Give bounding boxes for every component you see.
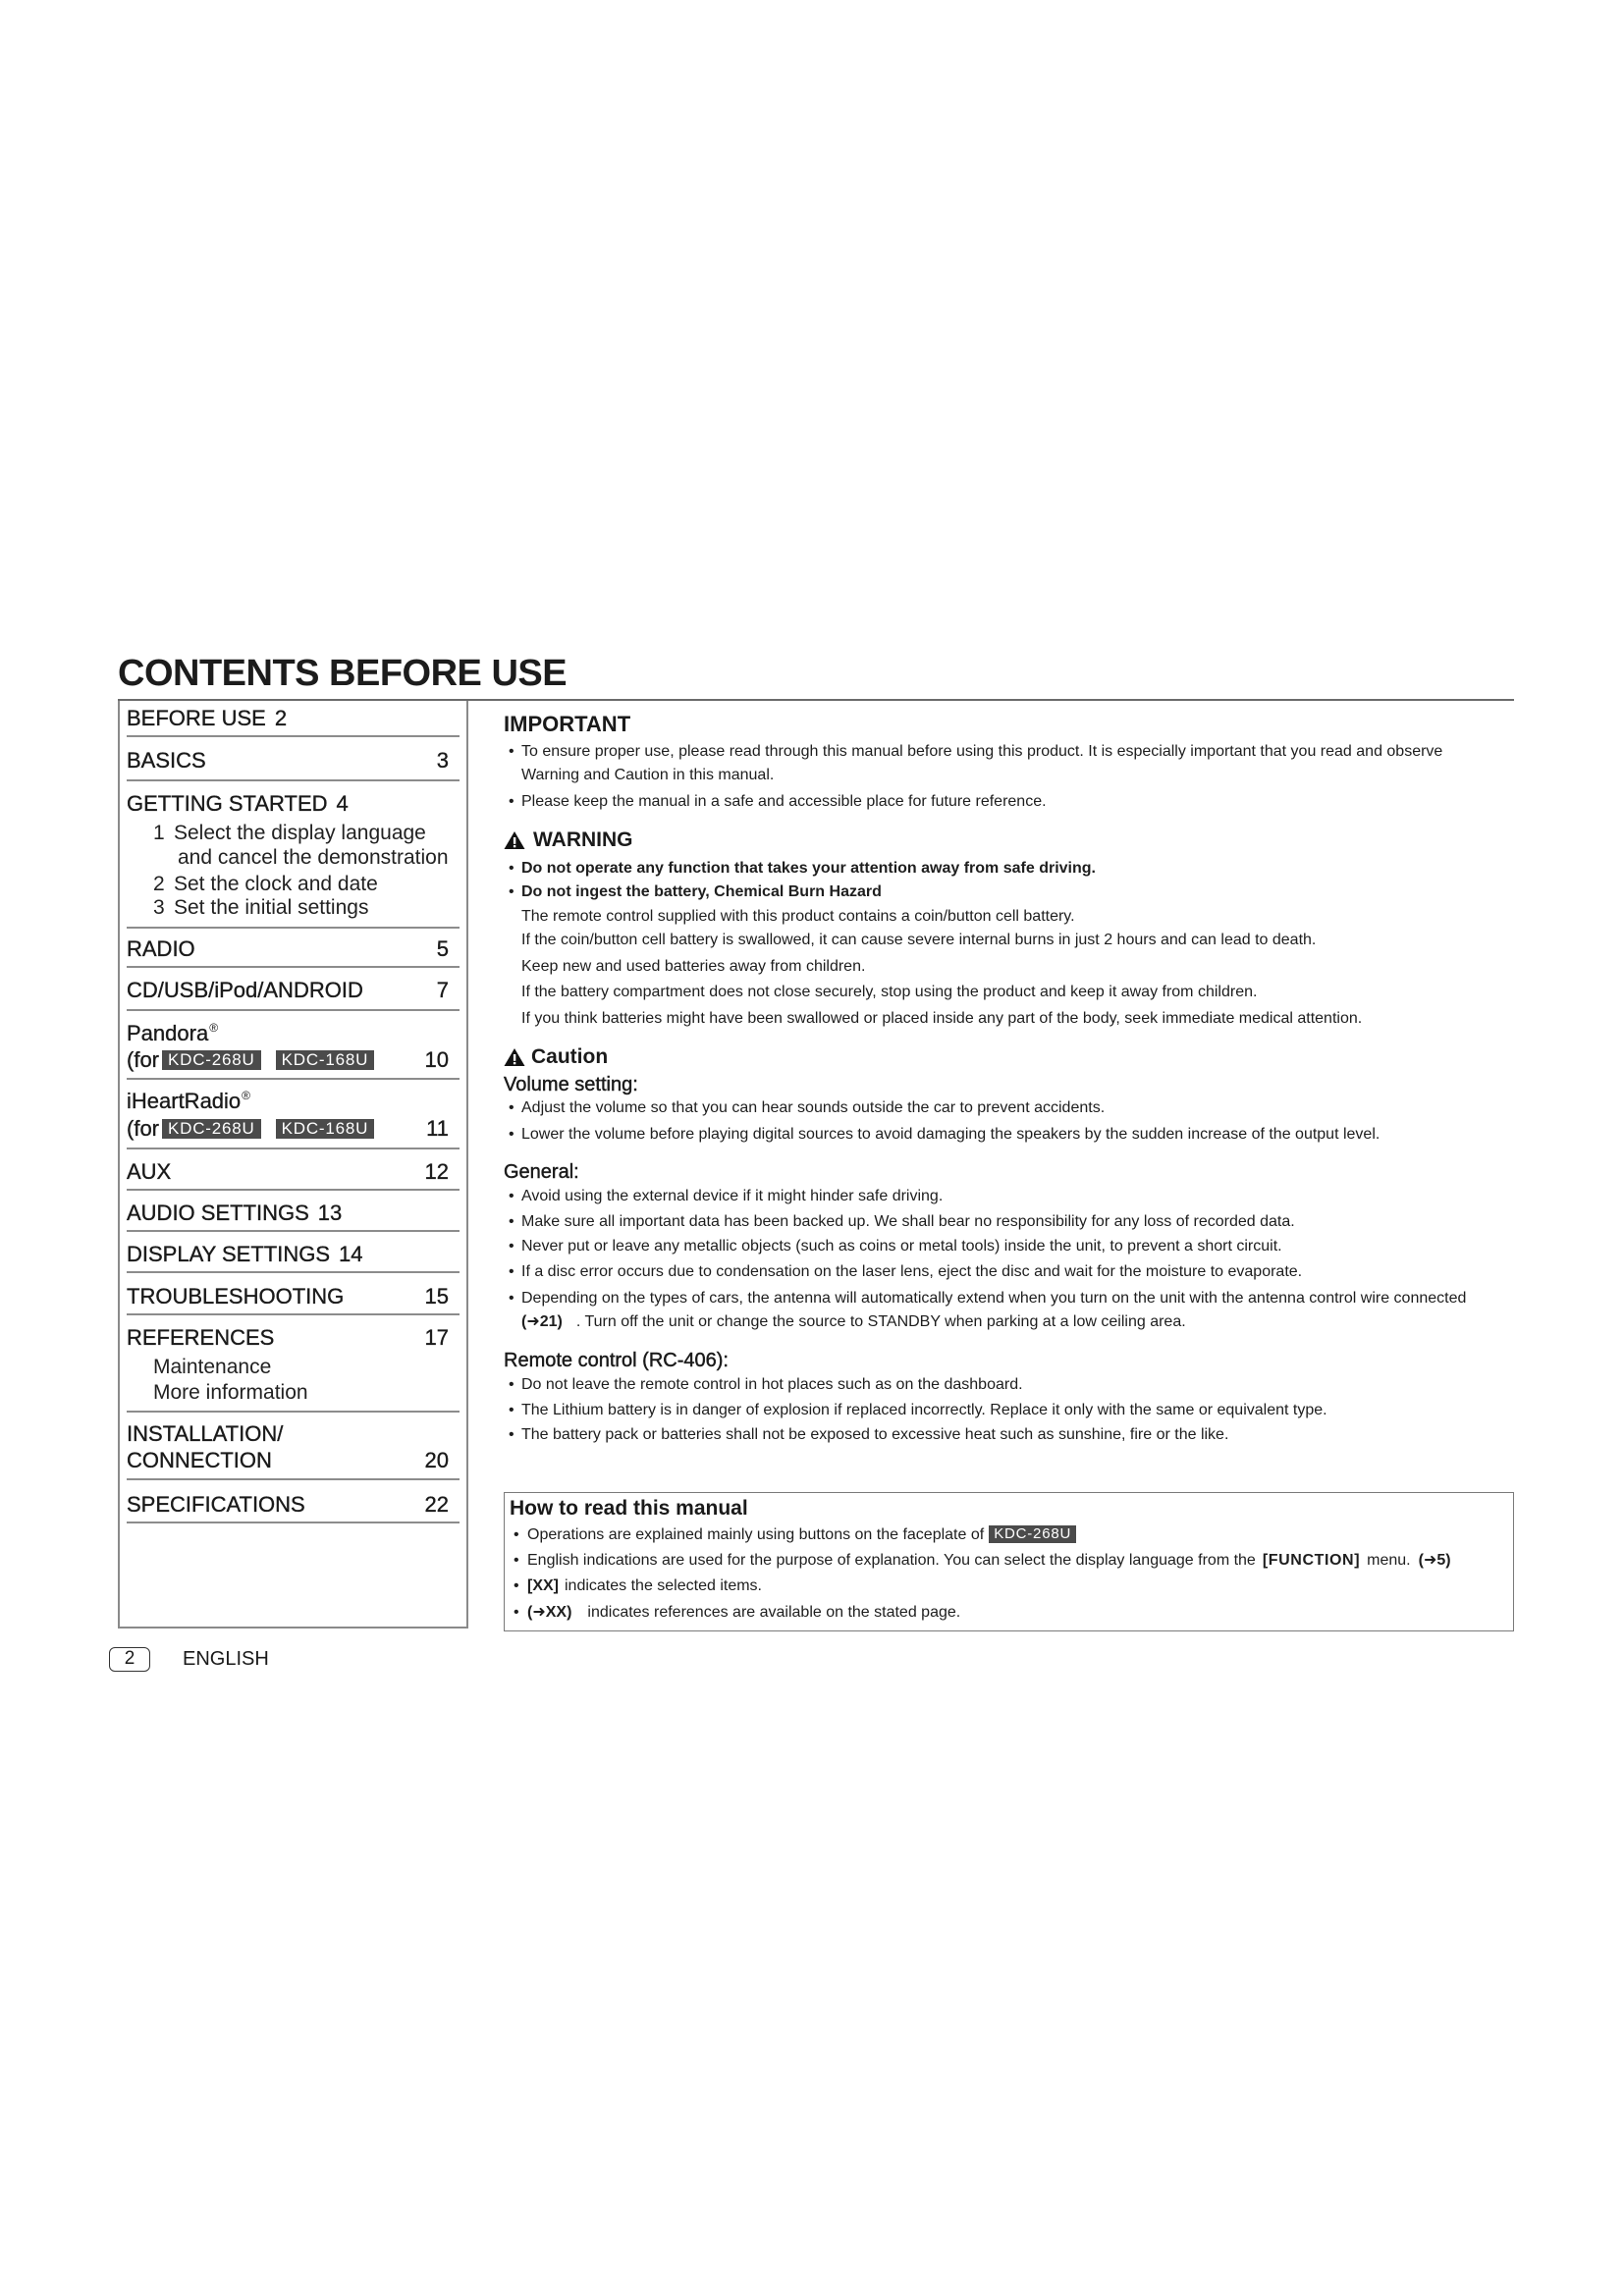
how-to-read-box	[504, 1492, 1514, 1631]
volume-setting-heading: Volume setting:	[504, 1074, 638, 1095]
caution-bullet: • Lower the volume before playing digital sources to avoid damaging the speakers by the sudden increase of the output level.	[521, 1122, 1380, 1148]
warning-detail: If you think batteries might have been swallowed or placed inside any part of the body, seek immediate medical attention.	[521, 1010, 1363, 1027]
toc-divider	[127, 1522, 460, 1523]
toc-step-number: 2	[153, 873, 165, 895]
toc-item-connection: CONNECTION	[127, 1448, 272, 1472]
important-bullet-continued: Warning and Caution in this manual.	[521, 767, 775, 783]
toc-step-label: Set the initial settings	[174, 896, 369, 919]
toc-page: 13	[317, 1201, 343, 1225]
important-heading: IMPORTANT	[504, 712, 631, 736]
toc-page: 11	[426, 1116, 449, 1141]
toc-label: GETTING STARTED	[127, 791, 328, 816]
toc-item-references: REFERENCES	[127, 1325, 275, 1350]
caution-bullet: • Make sure all important data has been backed up. We shall bear no responsibility for any loss of recorded data.	[521, 1209, 1295, 1235]
toc-step-number: 1	[153, 822, 165, 844]
toc-item-installation: INSTALLATION/	[127, 1421, 284, 1446]
important-bullet: • Please keep the manual in a safe and accessible place for future reference.	[521, 789, 1047, 815]
warning-bullet: • Do not ingest the battery, Chemical Burn Hazard	[521, 880, 882, 905]
toc-page: 5	[436, 936, 449, 961]
toc-item-pandora	[127, 1021, 218, 1046]
toc-divider	[127, 1148, 460, 1149]
toc-divider	[127, 1271, 460, 1273]
important-bullet: • To ensure proper use, please read through this manual before using this product. It is especially important that you read and observe	[521, 739, 1442, 765]
toc-item-before-use	[127, 706, 287, 731]
caution-bullet: • Never put or leave any metallic objects (such as coins or metal tools) inside the unit, to prevent a short circuit.	[521, 1234, 1282, 1259]
caution-bullet: • The Lithium battery is in danger of explosion if replaced incorrectly. Replace it only with the same or equivalent type.	[521, 1398, 1327, 1423]
page-reference: (➜XX)	[527, 1604, 572, 1621]
warning-detail: If the coin/button cell battery is swallowed, it can cause severe internal burns in just 2 hours and can lead to death.	[521, 932, 1317, 948]
toc-label: BEFORE USE	[127, 706, 266, 730]
registered-mark: ®	[209, 1021, 219, 1035]
how-to-read-text: indicates references are available on the stated page.	[587, 1604, 961, 1621]
general-heading: General:	[504, 1161, 579, 1183]
toc-divider	[127, 1009, 460, 1011]
caution-icon	[504, 1047, 525, 1067]
toc-label: Pandora	[127, 1021, 209, 1045]
toc-page: 14	[339, 1242, 363, 1266]
toc-step-label: Select the display language	[174, 822, 426, 844]
warning-bullet: • Do not operate any function that takes your attention away from safe driving.	[521, 856, 1096, 881]
page-number: 2	[109, 1647, 150, 1672]
toc-page: 3	[436, 748, 449, 773]
how-to-read-bullet	[527, 1574, 762, 1599]
toc-divider	[127, 1478, 460, 1480]
function-key-label: [FUNCTION]	[1262, 1552, 1361, 1569]
how-to-read-text: English indications are used for the purpose of explanation. You can select the display language from the	[527, 1552, 1256, 1569]
model-badge: KDC-268U	[162, 1119, 261, 1139]
selected-item-key: [XX]	[527, 1577, 559, 1594]
toc-item-getting-started	[127, 791, 349, 817]
toc-label: AUDIO SETTINGS	[127, 1201, 309, 1225]
how-to-read-bullet	[527, 1548, 1451, 1574]
toc-item-specifications: SPECIFICATIONS	[127, 1492, 305, 1517]
warning-detail: The remote control supplied with this product contains a coin/button cell battery.	[521, 908, 1075, 925]
warning-heading: WARNING	[533, 828, 633, 851]
toc-step-label: and cancel the demonstration	[178, 846, 449, 869]
warning-detail: If the battery compartment does not close securely, stop using the product and keep it away from children.	[521, 984, 1258, 1000]
warning-icon	[504, 830, 525, 850]
how-to-read-text: menu.	[1367, 1552, 1411, 1569]
page-reference: (➜5)	[1418, 1552, 1451, 1569]
toc-item-radio: RADIO	[127, 936, 195, 961]
toc-item-cd-usb: CD/USB/iPod/ANDROID	[127, 978, 363, 1002]
toc-item-audio-settings	[127, 1201, 342, 1226]
caution-bullet-continued	[521, 1309, 1186, 1335]
toc-divider	[127, 966, 460, 968]
toc-item-troubleshooting: TROUBLESHOOTING	[127, 1284, 345, 1308]
caution-bullet: • Adjust the volume so that you can hear sounds outside the car to prevent accidents.	[521, 1095, 1105, 1121]
toc-sub-item: More information	[153, 1381, 308, 1404]
toc-page: 2	[274, 706, 288, 730]
toc-item-display-settings	[127, 1242, 363, 1267]
caution-bullet: • Avoid using the external device if it might hinder safe driving.	[521, 1184, 943, 1209]
page-title: CONTENTS BEFORE USE	[118, 653, 568, 694]
toc-page: 10	[424, 1047, 449, 1072]
toc-for-label: (for	[127, 1116, 159, 1141]
toc-divider	[127, 1411, 460, 1413]
toc-model-line	[127, 1047, 374, 1073]
toc-page: 20	[424, 1448, 449, 1472]
toc-divider	[127, 927, 460, 929]
toc-label: iHeartRadio	[127, 1089, 242, 1113]
caution-heading: Caution	[531, 1045, 609, 1068]
toc-divider	[127, 1313, 460, 1315]
toc-label: DISPLAY SETTINGS	[127, 1242, 331, 1266]
how-to-read-text: Operations are explained mainly using buttons on the faceplate of	[527, 1526, 985, 1543]
warning-detail: Keep new and used batteries away from children.	[521, 958, 866, 975]
caution-bullet: • If a disc error occurs due to condensation on the laser lens, eject the disc and wait for the moisture to evaporate.	[521, 1259, 1302, 1285]
toc-page: 17	[424, 1325, 449, 1350]
language-label: ENGLISH	[183, 1648, 269, 1670]
page-reference: (➜21)	[521, 1313, 563, 1330]
caution-bullet: • Do not leave the remote control in hot places such as on the dashboard.	[521, 1372, 1023, 1398]
toc-page: 12	[424, 1159, 449, 1184]
toc-page: 7	[436, 978, 449, 1002]
caution-bullet: • Depending on the types of cars, the antenna will automatically extend when you turn on the unit with the antenna control wire connected	[521, 1286, 1466, 1311]
how-to-read-bullet	[527, 1522, 1076, 1548]
toc-page: 22	[424, 1492, 449, 1517]
toc-divider	[127, 779, 460, 781]
toc-for-label: (for	[127, 1047, 159, 1072]
toc-divider	[127, 1230, 460, 1232]
toc-divider	[127, 1189, 460, 1191]
model-badge: KDC-268U	[989, 1525, 1076, 1543]
toc-page: 15	[424, 1284, 449, 1308]
toc-item-iheartradio	[127, 1089, 250, 1114]
how-to-read-heading: How to read this manual	[510, 1497, 748, 1520]
how-to-read-bullet	[527, 1600, 960, 1626]
toc-divider	[127, 1078, 460, 1080]
how-to-read-text: indicates the selected items.	[565, 1577, 762, 1594]
toc-model-line	[127, 1116, 374, 1142]
remote-control-heading: Remote control (RC-406):	[504, 1350, 729, 1371]
model-badge: KDC-168U	[276, 1050, 375, 1070]
toc-page: 4	[336, 791, 349, 816]
model-badge: KDC-268U	[162, 1050, 261, 1070]
contents-box	[118, 701, 468, 1629]
registered-mark: ®	[242, 1089, 251, 1102]
toc-step-number: 3	[153, 896, 165, 919]
toc-item-basics: BASICS	[127, 748, 206, 773]
caution-text: . Turn off the unit or change the source to STANDBY when parking at a low ceiling area.	[575, 1313, 1186, 1330]
caution-bullet: • The battery pack or batteries shall not be exposed to excessive heat such as sunshine, fire or the like.	[521, 1422, 1228, 1448]
toc-sub-item: Maintenance	[153, 1356, 272, 1378]
toc-item-aux: AUX	[127, 1159, 172, 1184]
toc-step-label: Set the clock and date	[174, 873, 378, 895]
toc-divider	[127, 735, 460, 737]
model-badge: KDC-168U	[276, 1119, 375, 1139]
